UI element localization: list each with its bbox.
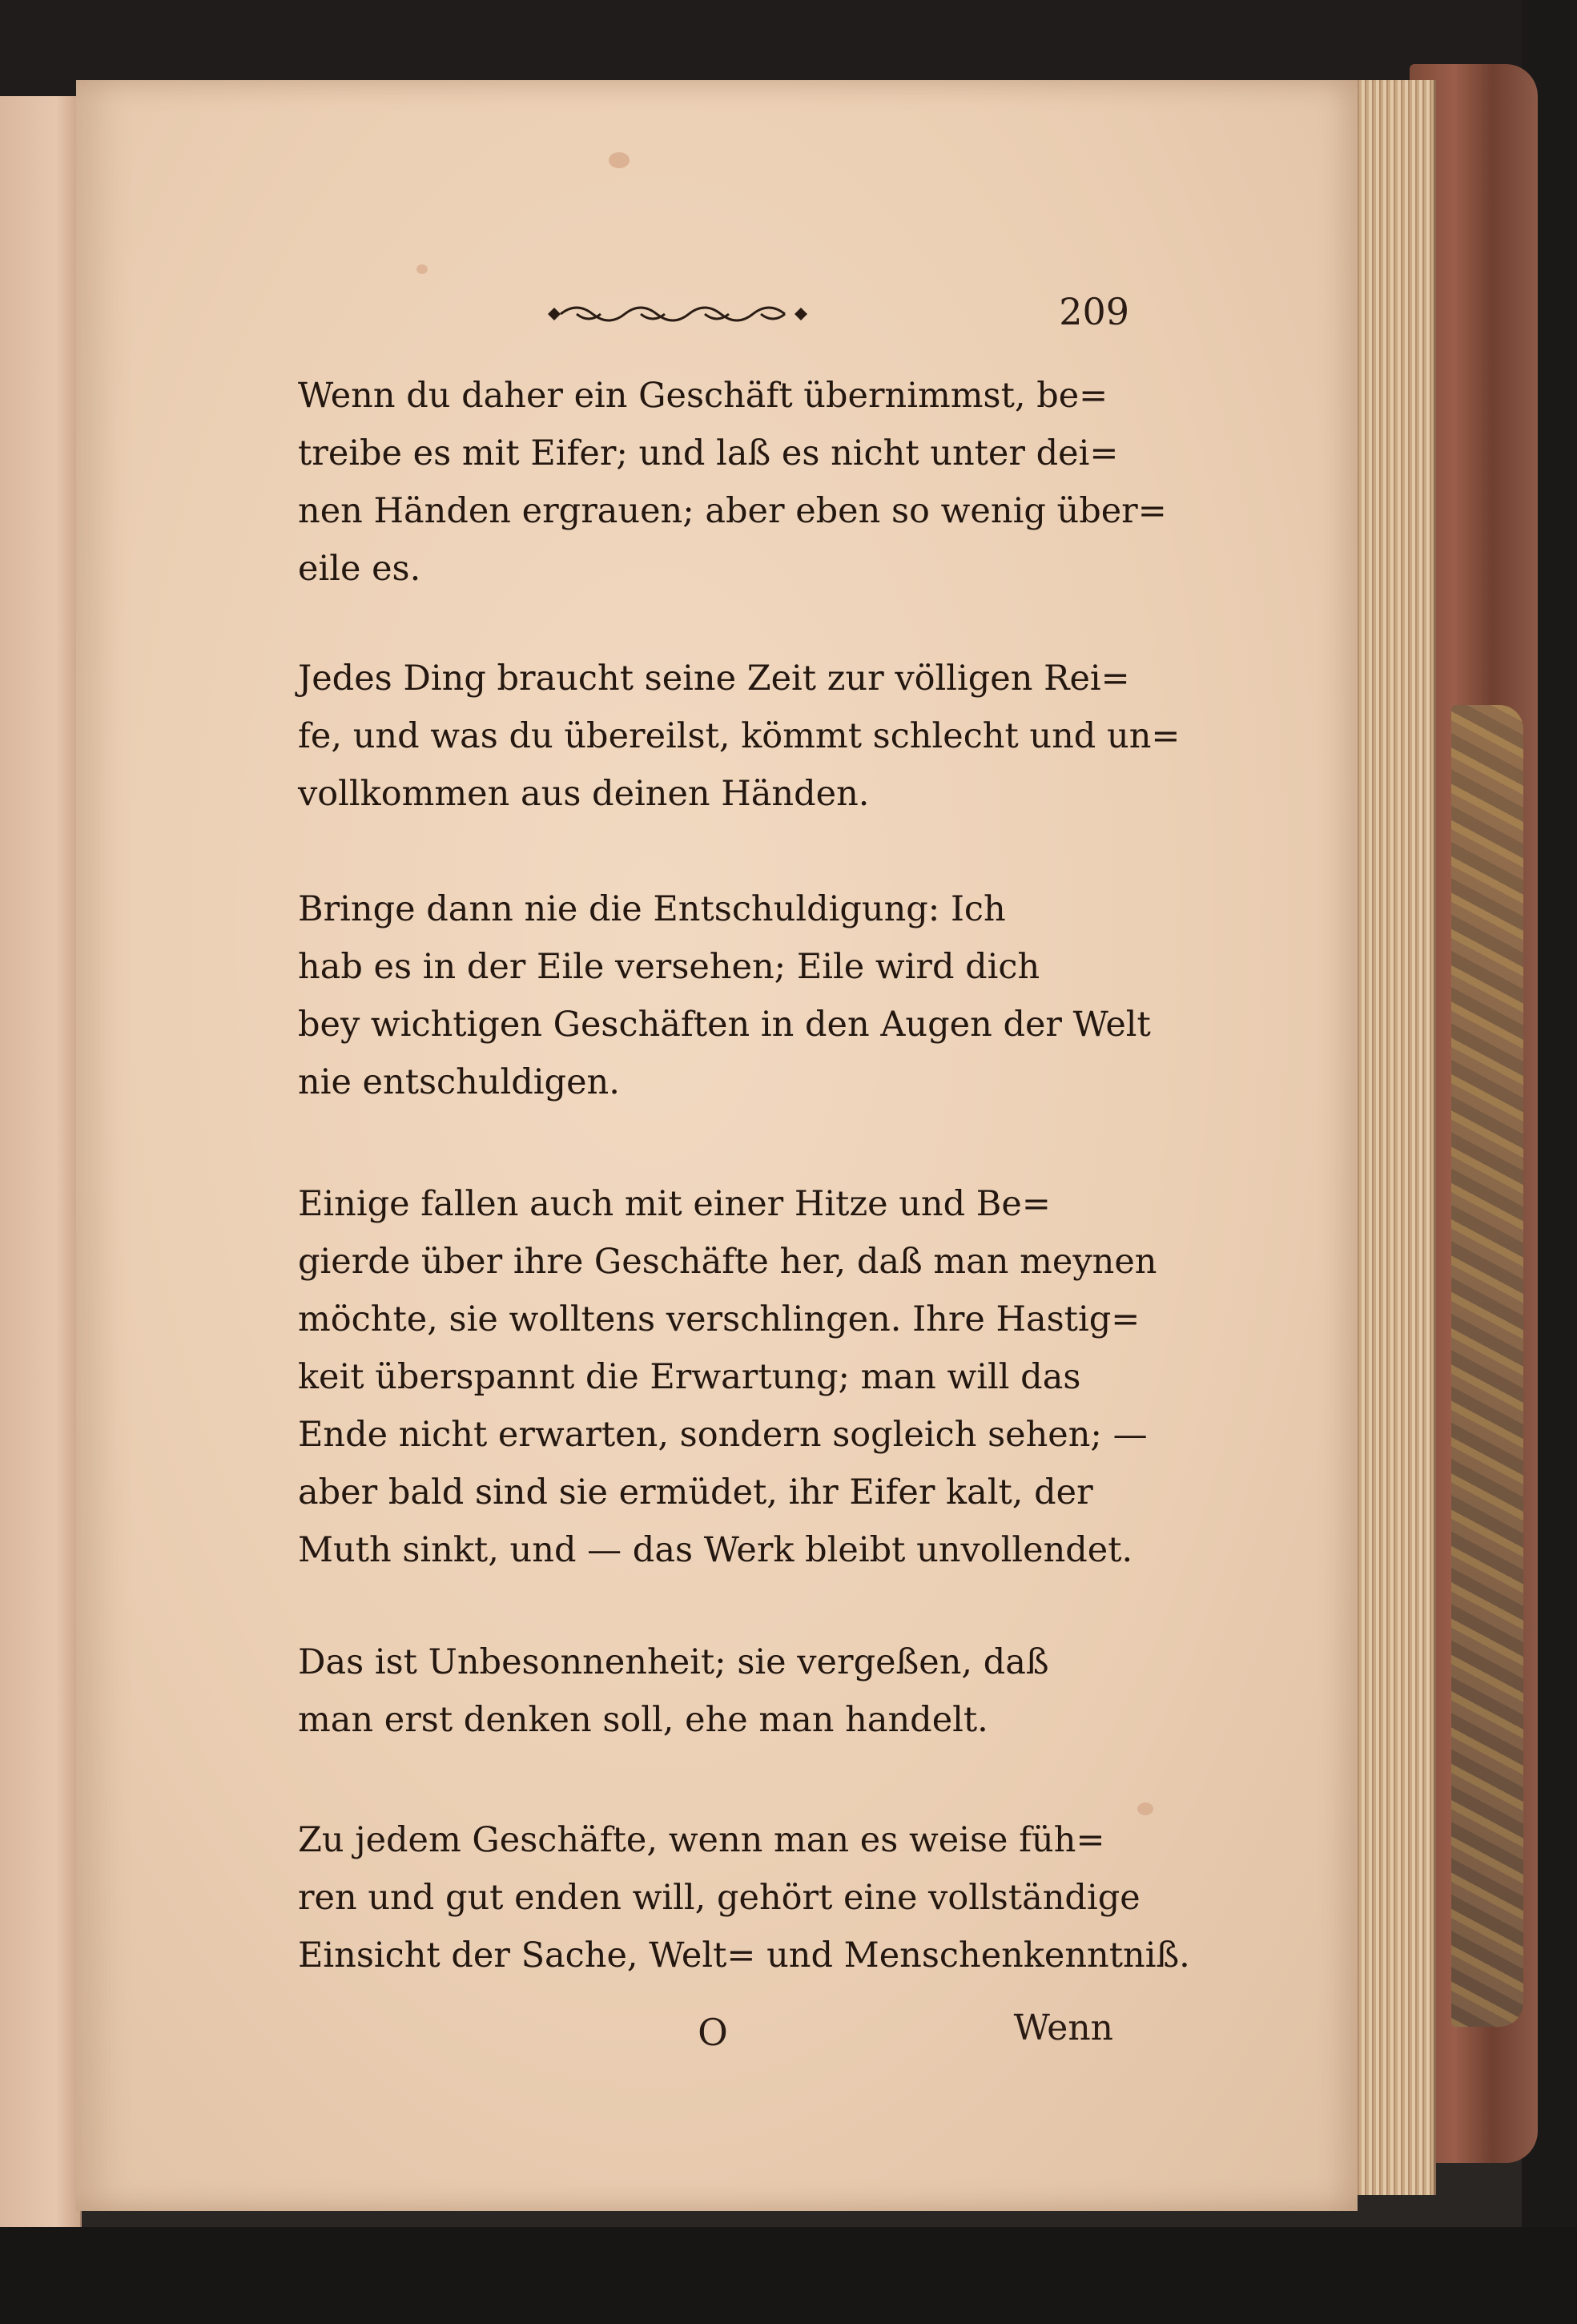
facing-page-edge (0, 96, 82, 2227)
text-line: Einige fallen auch mit einer Hitze und Be= (298, 1184, 1051, 1224)
text-line: Zu jedem Geschäfte, wenn man es weise füh= (298, 1820, 1105, 1860)
text-line: bey wichtigen Geschäften in den Augen der Welt (298, 1005, 1151, 1045)
foxing-spot (416, 264, 428, 274)
marbled-cover-board (1451, 705, 1523, 2027)
text-line: nie entschuldigen. (298, 1062, 620, 1102)
text-line: vollkommen aus deinen Händen. (298, 774, 870, 814)
paragraph (232, 1633, 1161, 1749)
page-number: 209 (1059, 290, 1129, 333)
catchword: Wenn (1013, 2008, 1113, 2048)
text-line: ren und gut enden will, gehört eine vollständige (298, 1878, 1141, 1918)
text-line: nen Händen ergrauen; aber eben so wenig über= (298, 491, 1167, 531)
foxing-spot (609, 152, 630, 168)
text-line: fe, und was du übereilst, kömmt schlecht und un= (298, 716, 1181, 756)
body-text (232, 367, 1190, 1984)
paragraph (232, 1811, 1190, 1984)
text-line: man erst denken soll, ehe man handelt. (298, 1700, 988, 1740)
text-line: eile es. (298, 549, 421, 589)
text-line: gierde über ihre Geschäfte her, daß man meynen (298, 1242, 1157, 1282)
text-line: Bringe dann nie die Entschuldigung: Ich (298, 889, 1006, 929)
text-line: aber bald sind sie ermüdet, ihr Eifer kalt, der (298, 1472, 1093, 1512)
signature-mark: O (698, 2011, 728, 2054)
paragraph (232, 367, 1167, 598)
text-line: treibe es mit Eifer; und laß es nicht unter dei= (298, 433, 1119, 473)
paragraph (232, 650, 1181, 823)
text-line: möchte, sie wolltens verschlingen. Ihre Hastig= (298, 1299, 1141, 1339)
paragraph (232, 1175, 1161, 1579)
text-line: keit überspannt die Erwartung; man will das (298, 1357, 1081, 1397)
text-line: Jedes Ding braucht seine Zeit zur völligen Rei= (298, 659, 1130, 699)
text-line: Muth sinkt, und — das Werk bleibt unvollendet. (298, 1530, 1133, 1570)
vine-ornament-icon (545, 298, 817, 330)
dark-background-bottom (0, 2227, 1577, 2324)
paragraph (232, 880, 1161, 1111)
text-line: hab es in der Eile versehen; Eile wird dich (298, 947, 1040, 987)
text-line: Das ist Unbesonnenheit; sie vergeßen, daß (298, 1642, 1049, 1682)
text-line: Ende nicht erwarten, sondern sogleich sehen; — (298, 1415, 1148, 1455)
text-line: Einsicht der Sache, Welt= und Menschenkenntniß. (298, 1935, 1190, 1976)
text-line: Wenn du daher ein Geschäft übernimmst, be= (298, 376, 1108, 416)
